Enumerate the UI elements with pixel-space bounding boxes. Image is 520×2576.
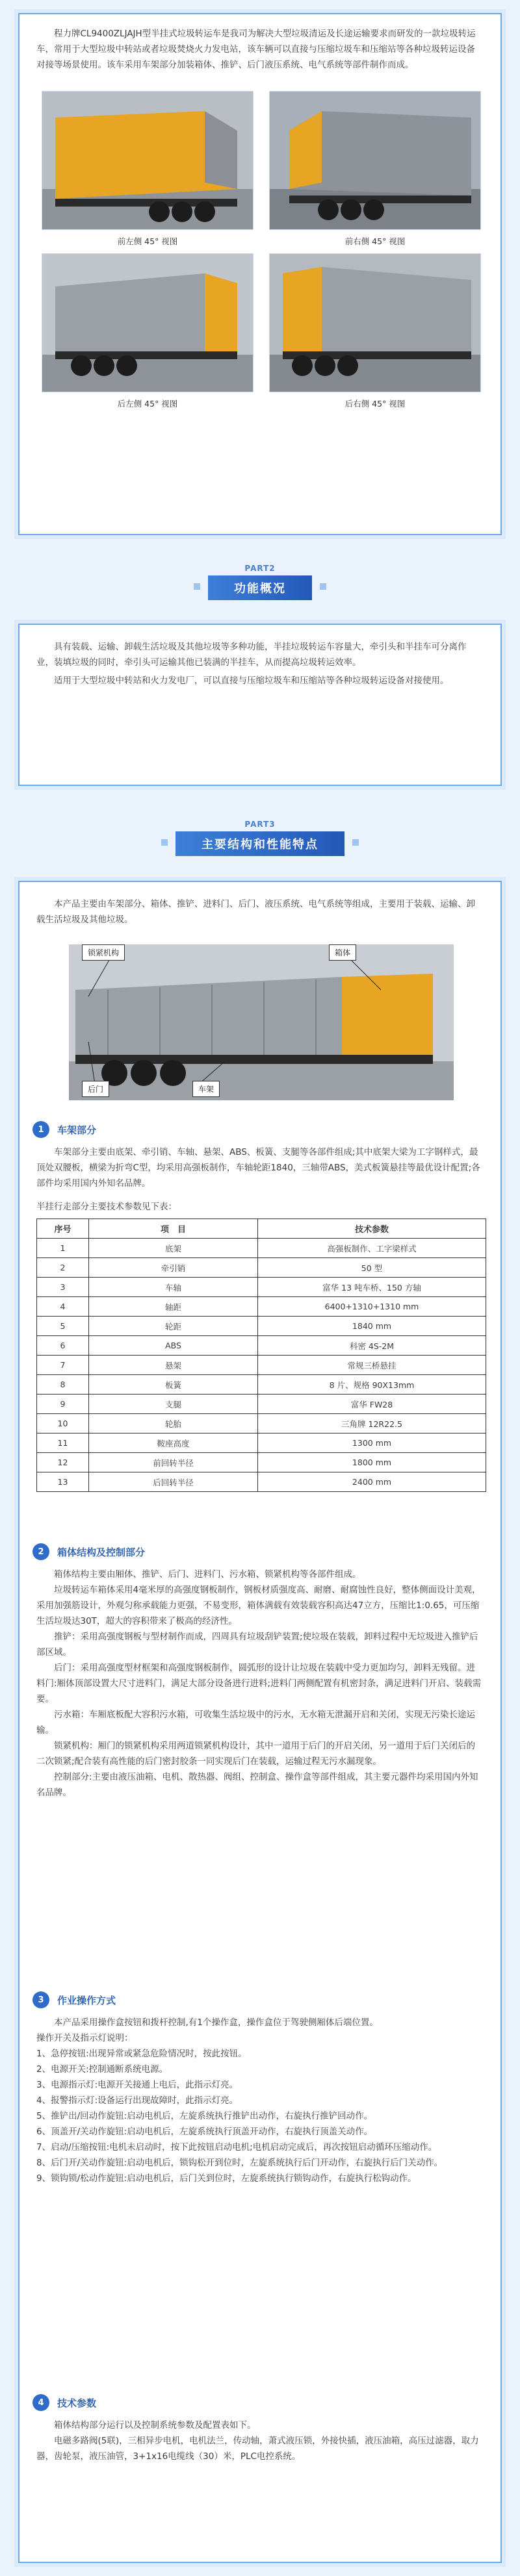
table-cell: 后回转半径 bbox=[89, 1472, 258, 1492]
table-cell: 50 型 bbox=[258, 1258, 486, 1278]
part2-label: PART2 bbox=[244, 564, 276, 573]
sec3-line: 5、推铲出/回动作旋钮:启动电机后，左旋系统执行推铲出动作，右旋执行推铲回动作。 bbox=[36, 2111, 373, 2121]
intro-panel bbox=[18, 13, 502, 535]
sec3-heading bbox=[20, 1991, 500, 2008]
table-cell: 鞍座高度 bbox=[89, 1433, 258, 1453]
sec3-line: 操作开关及指示灯说明： bbox=[36, 2033, 133, 2043]
sec2-number: 2 bbox=[32, 1543, 49, 1560]
table-cell: 11 bbox=[37, 1433, 89, 1453]
table-row bbox=[37, 1239, 486, 1258]
table-cell: 富华 13 吨车桥、150 方轴 bbox=[258, 1278, 486, 1297]
col-header: 项 目 bbox=[89, 1219, 258, 1239]
sec2-paragraph: 后门：采用高强度型材框架和高强度钢板制作，圆弧形的设计让垃圾在装载中受力更加均匀，卸料无残留。进料门:厢体顶部设置大尺寸进料门，满足大部分设备进行进料;进料门两侧配置有机密封条，满足进料门开启、装载需要。 bbox=[36, 1663, 482, 1704]
sec2-paragraph: 控制部分:主要由液压油箱、电机、散热器、阀组、控制盒、操作盒等部件组成，其主要元器件均采用国内外知名品牌。 bbox=[36, 1772, 478, 1798]
sec4-paragraph: 电磁多路阀(5联)，三相异步电机，电机法兰，传动轴，萧式液压锁，外接快插，液压油箱，高压过滤器，取力器，齿轮泵，液压油管，3+1x16电缆线（30）米，PLC电控系统。 bbox=[36, 2436, 479, 2462]
photo-caption: 后左侧 45° 视图 bbox=[117, 399, 178, 409]
sec2-title: 箱体结构及控制部分 bbox=[57, 1546, 146, 1558]
sec1-title: 车架部分 bbox=[57, 1124, 97, 1136]
structure-diagram bbox=[69, 944, 454, 1100]
table-row bbox=[37, 1317, 486, 1336]
table-cell: 10 bbox=[37, 1414, 89, 1433]
table-cell: ABS bbox=[89, 1336, 258, 1356]
part3-label: PART3 bbox=[244, 820, 276, 829]
table-cell: 3 bbox=[37, 1278, 89, 1297]
table-intro: 半挂行走部分主要技术参数见下表： bbox=[36, 1202, 177, 1212]
function-panel bbox=[18, 624, 502, 786]
table-row bbox=[37, 1414, 486, 1433]
sec2-paragraph: 垃圾转运车箱体采用4毫米厚的高强度钢板制作，钢板材质强度高、耐磨、耐腐蚀性良好，整体侧面设计美观，采用加强筋设计，外观匀称承载能力更强，不易变形，箱体满载有效装载容积高达47立方，压缩比1:0.65，可压缩生活垃圾达30T，超大的容积带来了极高的经济性。 bbox=[36, 1585, 481, 1626]
table-cell: 8 bbox=[37, 1375, 89, 1395]
table-cell: 板簧 bbox=[89, 1375, 258, 1395]
label-lock-mechanism: 锁紧机构 bbox=[82, 944, 125, 961]
table-cell: 4 bbox=[37, 1297, 89, 1317]
table-cell: 7 bbox=[37, 1356, 89, 1375]
sec2-paragraph: 箱体结构主要由厢体、推铲、后门、进料门、污水箱、锁紧机构等各部件组成。 bbox=[54, 1569, 361, 1580]
table-cell: 9 bbox=[37, 1395, 89, 1414]
function-paragraph: 具有装载、运输、卸载生活垃圾及其他垃圾等多种功能，半挂垃圾转运车容量大，牵引头和半挂车可分离作业，装填垃圾的同时，牵引头可运输其他已装满的半挂车，从而提高垃圾转运效率。 bbox=[36, 642, 467, 668]
table-cell: 三角牌 12R22.5 bbox=[258, 1414, 486, 1433]
table-cell: 1 bbox=[37, 1239, 89, 1258]
part3-header bbox=[0, 820, 520, 856]
table-row bbox=[37, 1278, 486, 1297]
sec4-title: 技术参数 bbox=[57, 2397, 97, 2409]
sec4-number: 4 bbox=[32, 2394, 49, 2411]
sec4-paragraph: 箱体结构部分运行以及控制系统参数及配置表如下。 bbox=[54, 2420, 256, 2431]
truck-photo-rear-left bbox=[42, 253, 254, 392]
table-body bbox=[37, 1239, 486, 1492]
table-cell: 6 bbox=[37, 1336, 89, 1356]
sec3-title: 作业操作方式 bbox=[57, 1994, 116, 2006]
table-row bbox=[37, 1453, 486, 1472]
part2-header bbox=[0, 564, 520, 600]
table-cell: 1840 mm bbox=[258, 1317, 486, 1336]
photo-caption: 前右侧 45° 视图 bbox=[344, 236, 406, 246]
table-cell: 1300 mm bbox=[258, 1433, 486, 1453]
sec3-line: 3、电源指示灯:电源开关接通上电后，此指示灯亮。 bbox=[36, 2080, 239, 2090]
truck-photo-front-left bbox=[42, 91, 254, 230]
photo-caption: 后右侧 45° 视图 bbox=[344, 399, 406, 409]
part3-title: 主要结构和性能特点 bbox=[176, 831, 344, 856]
structure-intro: 本产品主要由车架部分、箱体、推铲、进料门、后门、液压系统、电气系统等组成，主要用于装载、运输、卸载生活垃圾及其他垃圾。 bbox=[36, 899, 475, 925]
sec3-line: 4、报警指示灯:设备运行出现故障时，此指示灯亮。 bbox=[36, 2095, 239, 2106]
sec1-heading bbox=[20, 1121, 500, 1138]
table-row bbox=[37, 1433, 486, 1453]
table-row bbox=[37, 1375, 486, 1395]
sec3-line: 6、顶盖开/关动作旋钮:启动电机后，左旋系统执行顶盖开动作，右旋执行顶盖关动作。 bbox=[36, 2127, 373, 2137]
table-cell: 底架 bbox=[89, 1239, 258, 1258]
sec4-heading bbox=[20, 2394, 500, 2411]
table-cell: 6400+1310+1310 mm bbox=[258, 1297, 486, 1317]
table-cell: 2400 mm bbox=[258, 1472, 486, 1492]
table-row bbox=[37, 1356, 486, 1375]
sec1-number: 1 bbox=[32, 1121, 49, 1138]
sec3-line: 9、锁钩锁/松动作旋钮:启动电机后，后门关到位时，左旋系统执行锁钩动作，右旋执行松钩动作。 bbox=[36, 2173, 417, 2184]
table-cell: 科密 4S-2M bbox=[258, 1336, 486, 1356]
table-cell: 5 bbox=[37, 1317, 89, 1336]
part2-title: 功能概况 bbox=[208, 575, 312, 600]
sec3-line: 8、后门开/关动作旋钮:启动电机后，锁钩松开到位时，左旋系统执行后门开动作，右旋执行后门关动作。 bbox=[36, 2158, 443, 2168]
sec2-paragraph: 锁紧机构：厢门的锁紧机构采用两道锁紧机构设计，其中一道用于后门的开启关闭，另一道用于后门关闭后的二次锁紧;配合装有高性能的后门密封胶条一同实现后门在装载，运输过程无污水漏现象。 bbox=[36, 1741, 475, 1767]
sec1-text: 车架部分主要由底架、牵引销、车轴、悬架、ABS、板簧、支腿等各部件组成;其中底架大梁为工字钢样式，最顶处双腰板，横梁为折弯C型，均采用高强板制作，车轴轮距1840，三轴带ABS，美式板簧悬挂等最优设计配置;各部件均采用国内外知名品牌。 bbox=[36, 1147, 480, 1189]
sec2-paragraph: 推铲：采用高强度钢板与型材制作而成，四周具有垃圾刮铲装置;使垃圾在装载，卸料过程中无垃圾进入推铲后部区域。 bbox=[36, 1632, 478, 1658]
table-cell: 轮距 bbox=[89, 1317, 258, 1336]
table-cell: 常规三桥悬挂 bbox=[258, 1356, 486, 1375]
table-cell: 高强板制作、工字梁样式 bbox=[258, 1239, 486, 1258]
table-cell: 轴距 bbox=[89, 1297, 258, 1317]
parameter-table bbox=[36, 1219, 486, 1492]
col-header: 技术参数 bbox=[258, 1219, 486, 1239]
table-cell: 轮胎 bbox=[89, 1414, 258, 1433]
sec3-intro: 本产品采用操作盒按钮和拨杆控制,有1个操作盒，操作盒位于驾驶侧厢体后端位置。 bbox=[54, 2017, 378, 2028]
sec3-line: 7、启动/压缩按钮:电机未启动时，按下此按钮启动电机;电机启动完成后，再次按钮启动循环压缩动作。 bbox=[36, 2142, 437, 2153]
table-row bbox=[37, 1297, 486, 1317]
table-cell: 前回转半径 bbox=[89, 1453, 258, 1472]
table-header-row bbox=[37, 1219, 486, 1239]
sec2-heading bbox=[20, 1543, 500, 1560]
table-cell: 车轴 bbox=[89, 1278, 258, 1297]
photo-caption: 前左侧 45° 视图 bbox=[117, 236, 178, 246]
table-cell: 支腿 bbox=[89, 1395, 258, 1414]
label-rear-door: 后门 bbox=[82, 1081, 109, 1097]
sec2-paragraph: 污水箱：车厢底板配大容积污水箱，可收集生活垃圾中的污水，无水箱无泄漏开启和关闭，实现无污染长途运输。 bbox=[36, 1710, 475, 1736]
sec3-line: 2、电源开关:控制通断系统电源。 bbox=[36, 2064, 168, 2075]
structure-panel bbox=[18, 881, 502, 2563]
table-row bbox=[37, 1336, 486, 1356]
function-paragraph: 适用于大型垃圾中转站和火力发电厂，可以直接与压缩垃圾车和压缩站等各种垃圾转运设备对接使用。 bbox=[54, 676, 449, 686]
sec3-line: 1、急停按钮:出现异常或紧急危险情况时，按此按钮。 bbox=[36, 2049, 247, 2059]
label-frame: 车架 bbox=[192, 1081, 220, 1097]
table-cell: 富华 FW28 bbox=[258, 1395, 486, 1414]
col-header: 序号 bbox=[37, 1219, 89, 1239]
table-row bbox=[37, 1258, 486, 1278]
table-cell: 1800 mm bbox=[258, 1453, 486, 1472]
table-cell: 2 bbox=[37, 1258, 89, 1278]
table-cell: 8 片、规格 90X13mm bbox=[258, 1375, 486, 1395]
table-cell: 12 bbox=[37, 1453, 89, 1472]
intro-text: 程力牌CL9400ZLJAJH型半挂式垃圾转运车是我司为解决大型垃圾清运及长途运输要求而研发的一款垃圾转运车，常用于大型垃圾中转站或者垃圾焚烧火力发电站，该车辆可以直接与压缩垃圾车和压缩站等各种垃圾转运设备对接等场景使用。该车采用车架部分加装箱体、推铲、后门液压系统、电气系统等部件制作而成。 bbox=[36, 29, 476, 70]
table-row bbox=[37, 1395, 486, 1414]
truck-photo-front-right bbox=[269, 91, 481, 230]
label-box-body: 箱体 bbox=[329, 944, 356, 961]
table-row bbox=[37, 1472, 486, 1492]
table-cell: 悬架 bbox=[89, 1356, 258, 1375]
table-cell: 牵引销 bbox=[89, 1258, 258, 1278]
truck-photo-rear-right bbox=[269, 253, 481, 392]
table-cell: 13 bbox=[37, 1472, 89, 1492]
sec3-number: 3 bbox=[32, 1991, 49, 2008]
